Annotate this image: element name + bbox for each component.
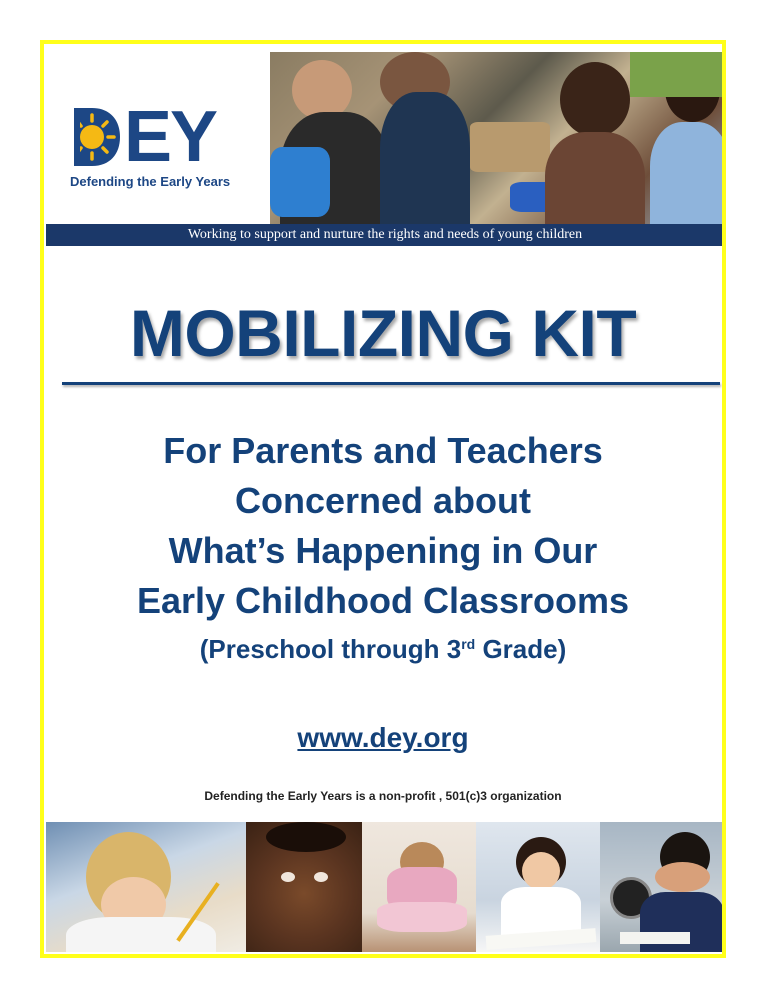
logo xyxy=(46,52,270,224)
stressed-girl-photo xyxy=(476,822,600,952)
boy-at-desk-photo xyxy=(600,822,724,952)
title-underline xyxy=(62,382,720,385)
logo-letters: EY xyxy=(124,97,217,177)
grade-range-sup: rd xyxy=(461,636,476,652)
subtitle-line-3: What’s Happening in Our xyxy=(168,530,598,571)
website-link[interactable] xyxy=(44,722,722,754)
tagline-banner: Working to support and nurture the rights and needs of young children xyxy=(46,224,724,246)
photo-strip xyxy=(46,822,724,952)
subtitle xyxy=(44,426,722,667)
grade-range-start: (Preschool through 3 xyxy=(199,634,462,664)
grade-range xyxy=(44,626,722,667)
nonprofit-note: Defending the Early Years is a non-profit , 501(c)3 organization xyxy=(204,789,562,803)
sun-d-icon xyxy=(70,106,122,168)
grade-range-end: Grade) xyxy=(475,634,567,664)
header xyxy=(46,52,724,224)
logo-wordmark xyxy=(70,97,217,177)
children-playing-photo xyxy=(270,52,724,224)
logo-tagline: Defending the Early Years xyxy=(70,174,231,189)
boy-writing-photo xyxy=(46,822,246,952)
page-frame xyxy=(40,40,726,958)
website-link-text[interactable]: www.dey.org xyxy=(297,722,469,753)
page-title: MOBILIZING KIT xyxy=(129,296,637,370)
subtitle-line-1: For Parents and Teachers xyxy=(163,430,603,471)
subtitle-line-2: Concerned about xyxy=(234,480,531,521)
subtitle-line-4: Early Childhood Classrooms xyxy=(136,580,630,621)
sad-boy-face-photo xyxy=(246,822,362,952)
girl-hugging-knees-photo xyxy=(362,822,476,952)
